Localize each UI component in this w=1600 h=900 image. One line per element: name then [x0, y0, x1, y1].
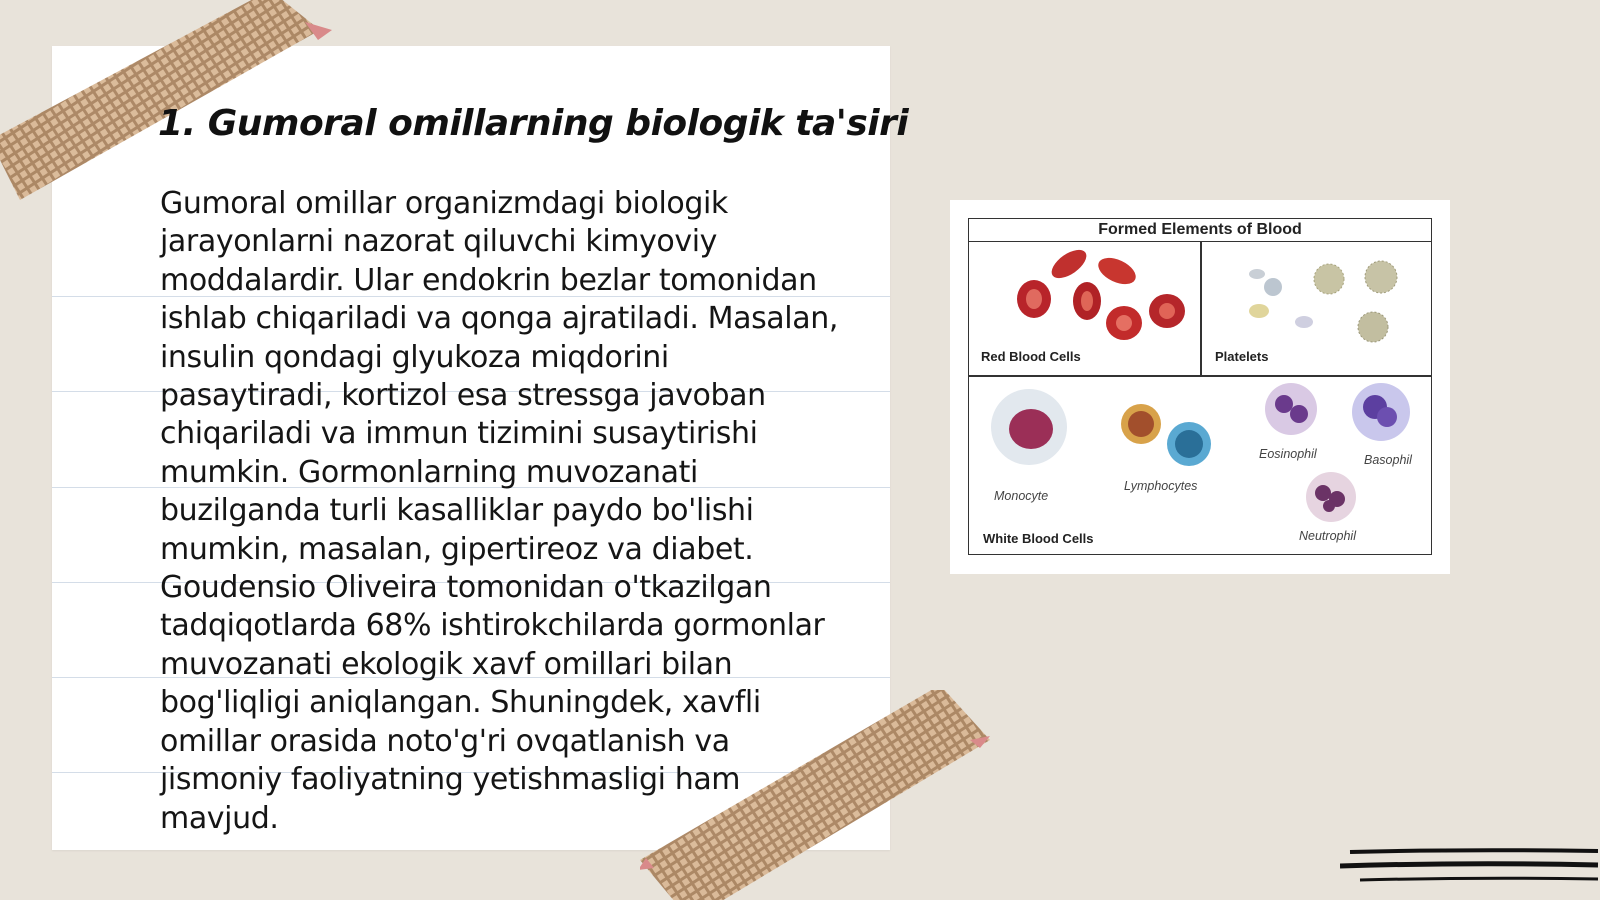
slide-title: 1. Gumoral omillarning biologik ta'siri — [158, 103, 909, 144]
figure-title: Formed Elements of Blood — [969, 219, 1431, 242]
label-basophil: Basophil — [1364, 453, 1412, 467]
label-white-blood-cells: White Blood Cells — [983, 531, 1094, 546]
label-red-blood-cells: Red Blood Cells — [981, 349, 1081, 364]
white-blood-cells-illustration — [991, 383, 1410, 522]
decorative-lines — [1340, 846, 1600, 890]
label-eosinophil: Eosinophil — [1259, 447, 1317, 461]
label-neutrophil: Neutrophil — [1299, 529, 1356, 543]
label-platelets: Platelets — [1215, 349, 1269, 364]
label-lymphocytes: Lymphocytes — [1124, 479, 1198, 493]
slide-body-text: Gumoral omillar organizmdagi biologik jarayonlarni nazorat qiluvchi kimyoviy moddalardir. Ular endokrin bezlar tomonidan ishlab chiqariladi va qonga ajratiladi. Masalan, insulin qondagi glyukoza miqdorini pasaytiradi, kortizol esa stressga javoban chiqariladi va immun tizimini susaytirishi mumkin. Gormonlarning muvozanati buzilganda turli kasalliklar paydo bo'lishi mumkin, masalan, gipertireoz va diabet. Goudensio Oliveira tomonidan o'tkazilgan tadqiqotlarda 68% ishtirokchilarda gormonlar muvozanati ekologik xavf omillari bilan bog'liqligi aniqlangan. Shuningdek, xavfli omillar orasida noto'g'ri ovqatlanish va jismoniy faoliyatning yetishmasligi ham mavjud. — [160, 186, 838, 836]
red-blood-cells-illustration — [1017, 244, 1185, 340]
label-monocyte: Monocyte — [994, 489, 1049, 503]
platelets-illustration — [1249, 261, 1397, 342]
figure-frame — [968, 218, 1432, 555]
blood-cells-figure — [950, 200, 1450, 574]
cell-illustrations — [969, 219, 1433, 556]
